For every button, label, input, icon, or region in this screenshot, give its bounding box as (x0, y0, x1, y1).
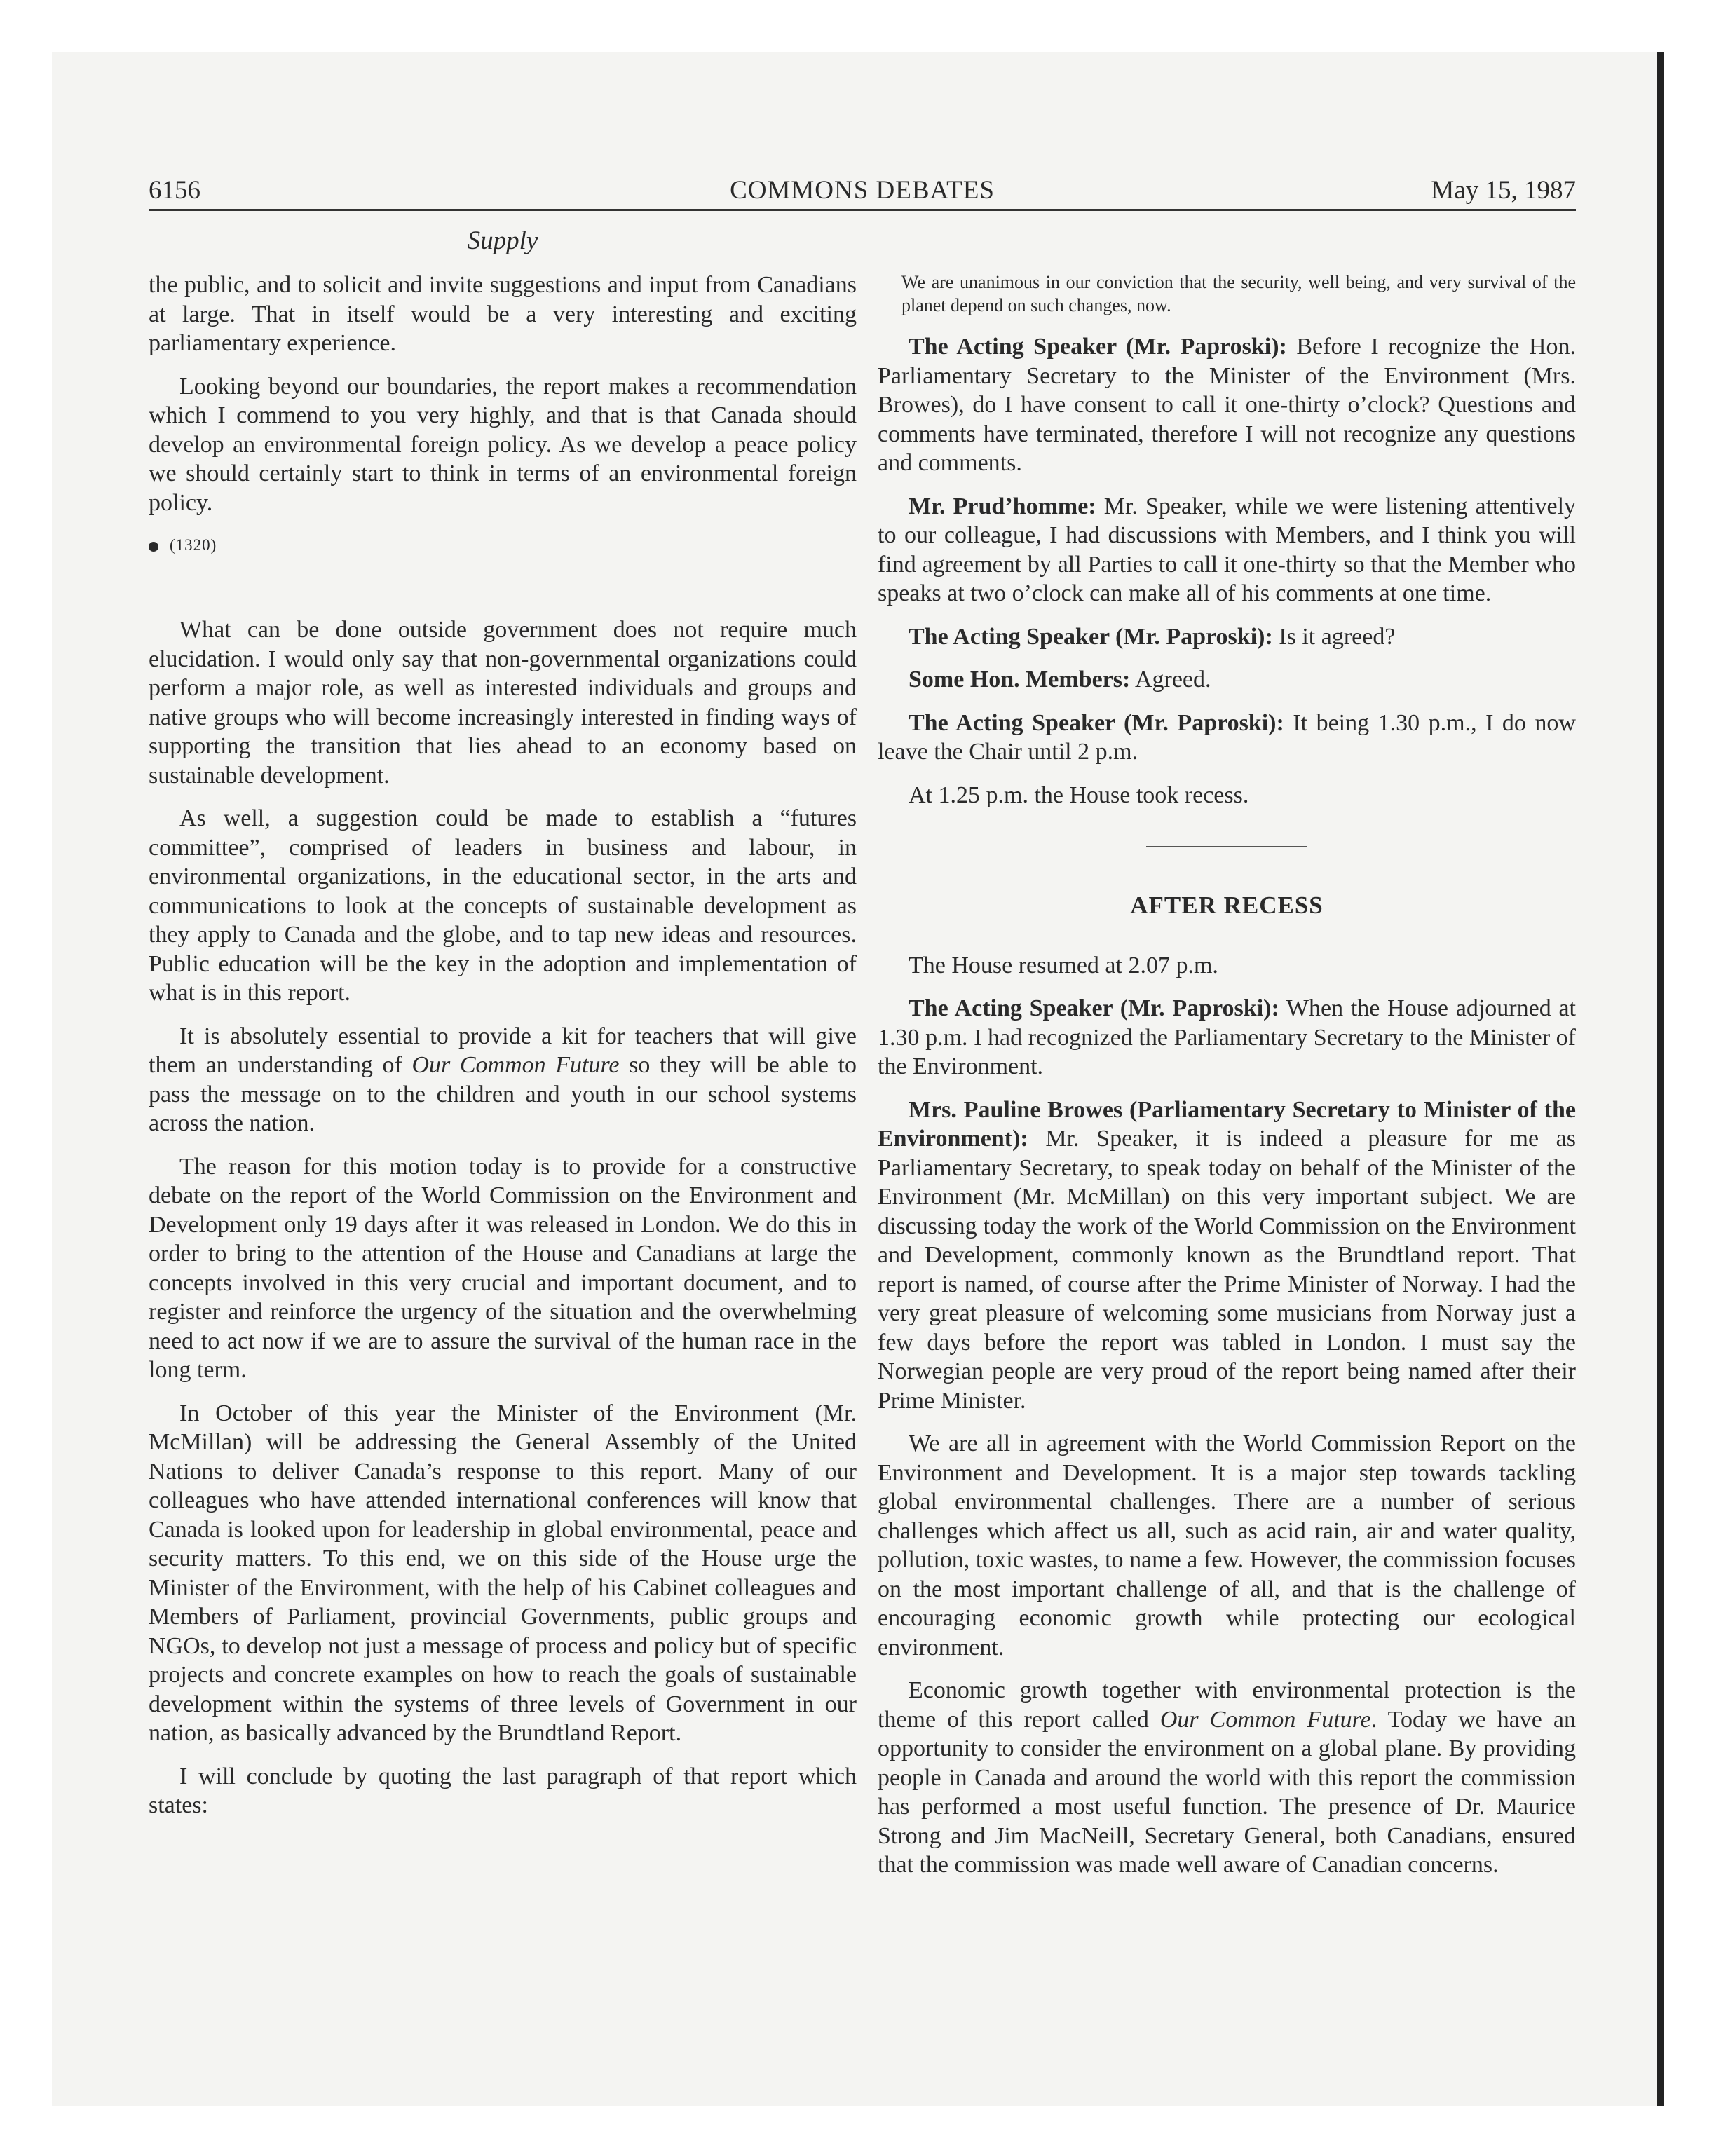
paragraph: the public, and to solicit and invite suggestions and input from Canadians at large. That in itself would be a very interesting and exciting parliamentary experience. (149, 272, 857, 356)
speech-text: Mr. Speaker, while we were listening attentively to our colleague, I had discussions with Members, and I think you will find agreement by all Parties to call it one-thirty so that the Member who speaks at two o’clock can make all of his comments at one time. (878, 493, 1577, 606)
paragraph: We are all in agreement with the World Commission Report on the Environment and Development. It is a major step towards tackling global environmental challenges. There are a number of serious challenges which affect us all, such as acid rain, air and water quality, pollution, toxic wastes, to name a few. However, the commission focuses on the most important challenge of all, and that is the challenge of encouraging economic growth while protecting our ecological environment. (878, 1431, 1576, 1660)
speech-text: Before I recognize the Hon. Parliamentary Secretary to the Minister of the Environment (Mrs. Browes), do I have consent to call it one-thirty o’clock? Questions and comments have terminated, therefore I will not recognize any questions and comments. (878, 334, 1576, 476)
speech (878, 332, 1576, 478)
section-divider (1146, 846, 1307, 847)
left-column (149, 271, 857, 1834)
publication-date: May 15, 1987 (1431, 176, 1576, 205)
page-header (149, 174, 1576, 207)
bullet-icon (149, 542, 158, 552)
report-title: Our Common Future (1159, 1706, 1371, 1733)
paragraph: What can be done outside government does not require much elucidation. I would only say that non-governmental organizations could perform a major role, as well as interested individuals and groups and native groups who will become increasingly interested in finding ways of supporting the transition that lies ahead to an economy based on sustainable development. (149, 617, 857, 789)
paragraph: Looking beyond our boundaries, the report makes a recommendation which I commend to you very highly, and that is that Canada should develop an environmental foreign policy. As we develop a peace policy we should certainly start to think in terms of an environmental foreign policy. (149, 373, 857, 516)
publication-title: COMMONS DEBATES (730, 176, 995, 205)
section-label: Supply (467, 226, 538, 255)
speaker-name: The Acting Speaker (Mr. Paproski): (909, 334, 1287, 360)
paragraph-text: . Today we have an opportunity to consider the environment on a global plane. By providing people in Canada and around the world with this report the commission has performed a most useful function. The presence of Dr. Maurice Strong and Jim MacNeill, Secretary General, both Canadians, ensured that the commission was made well aware of Canadian concerns. (878, 1706, 1576, 1878)
speech (878, 994, 1576, 1082)
speech-text: Is it agreed? (1272, 623, 1396, 650)
header-rule (149, 209, 1576, 211)
paragraph-text: so they will be able to pass the message on to the children and youth in our school systems across the nation. (149, 1052, 857, 1136)
block-quote: We are unanimous in our conviction that the security, well being, and very survival of the planet depend on such changes, now. (901, 272, 1576, 315)
speech (878, 665, 1576, 695)
speaker-name: The Acting Speaker (Mr. Paproski): (909, 709, 1284, 736)
speech (878, 709, 1576, 767)
page-number: 6156 (149, 176, 200, 205)
scan-edge-bar (1657, 52, 1664, 2106)
paragraph: The reason for this motion today is to provide for a constructive debate on the report of the World Commission on the Environment and Development only 19 days after it was released in London. We do this in order to bring to the attention of the House and Canadians at large the concepts involved in this very crucial and important document, and to register and reinforce the urgency of the situation and the overwhelming need to act now if we are to assure the survival of the human race in the long term. (149, 1153, 857, 1383)
paragraph-text: Economic growth together with environmental protection is the theme of this report called (878, 1677, 1576, 1733)
paragraph (878, 1676, 1576, 1880)
report-title: Our Common Future (411, 1052, 620, 1078)
speaker-name: Mrs. Pauline Browes (Parliamentary Secretary to Minister of the Environment): (878, 1096, 1576, 1152)
right-column (878, 271, 1576, 1894)
speech-text: It being 1.30 p.m., I do now leave the Chair until 2 p.m. (878, 709, 1576, 765)
procedural-note: The House resumed at 2.07 p.m. (909, 952, 1218, 978)
speech-text: Mr. Speaker, it is indeed a pleasure for me as Parliamentary Secretary, to speak today on behalf of the Minister of the Environment (Mr. McMillan) on this very important subject. We are discussing today the work of the World Commission on the Environment and Development, commonly known as the Brundtland report. That report is named, of course after the Prime Minister of Norway. I had the very great pleasure of welcoming some musicians from Norway just a few days before the report was tabled in London. I must say the Norwegian people are very proud of the report being named after their Prime Minister. (878, 1126, 1576, 1414)
speech (878, 622, 1576, 652)
speech (878, 492, 1576, 608)
time-marker-text: (1320) (170, 536, 217, 554)
speech-text: Agreed. (1130, 667, 1211, 692)
section-heading: AFTER RECESS (1130, 892, 1324, 919)
time-marker (149, 531, 857, 559)
paragraph: As well, a suggestion could be made to establish a “futures committee”, comprised of leaders in business and labour, in environmental organizations, in the educational sector, in the arts and communications to look at the concepts of sustainable development as they apply to Canada and the globe, and to tap new ideas and resources. Public education will be the key in the adoption and implementation of what is in this report. (149, 805, 857, 1006)
paragraph (149, 1022, 857, 1138)
speaker-name: The Acting Speaker (Mr. Paproski): (909, 623, 1273, 650)
paragraph-text: It is absolutely essential to provide a kit for teachers that will give them an understanding of (149, 1023, 857, 1078)
speech-text: When the House adjourned at 1.30 p.m. I had recognized the Parliamentary Secretary to the Minister of the Environment. (878, 995, 1576, 1079)
speaker-name: Mr. Prud’homme: (909, 493, 1096, 519)
speaker-name: Some Hon. Members: (909, 667, 1131, 692)
procedural-note: At 1.25 p.m. the House took recess. (909, 782, 1249, 808)
speaker-name: The Acting Speaker (Mr. Paproski): (909, 995, 1279, 1021)
paragraph: In October of this year the Minister of the Environment (Mr. McMillan) will be addressing the General Assembly of the United Nations to deliver Canada’s response to this report. Many of our colleagues who have attended international conferences will know that Canada is looked upon for leadership in global environmental, peace and security matters. To this end, we on this side of the House urge the Minister of the Environment, with the help of his Cabinet colleagues and Members of Parliament, provincial Governments, public groups and NGOs, to develop not just a message of process and policy but of specific projects and concrete examples on how to reach the goals of sustainable development within the systems of three levels of Government in our nation, as basically advanced by the Brundtland Report. (149, 1400, 857, 1746)
paragraph: I will conclude by quoting the last paragraph of that report which states: (149, 1763, 857, 1818)
speech (878, 1096, 1576, 1416)
